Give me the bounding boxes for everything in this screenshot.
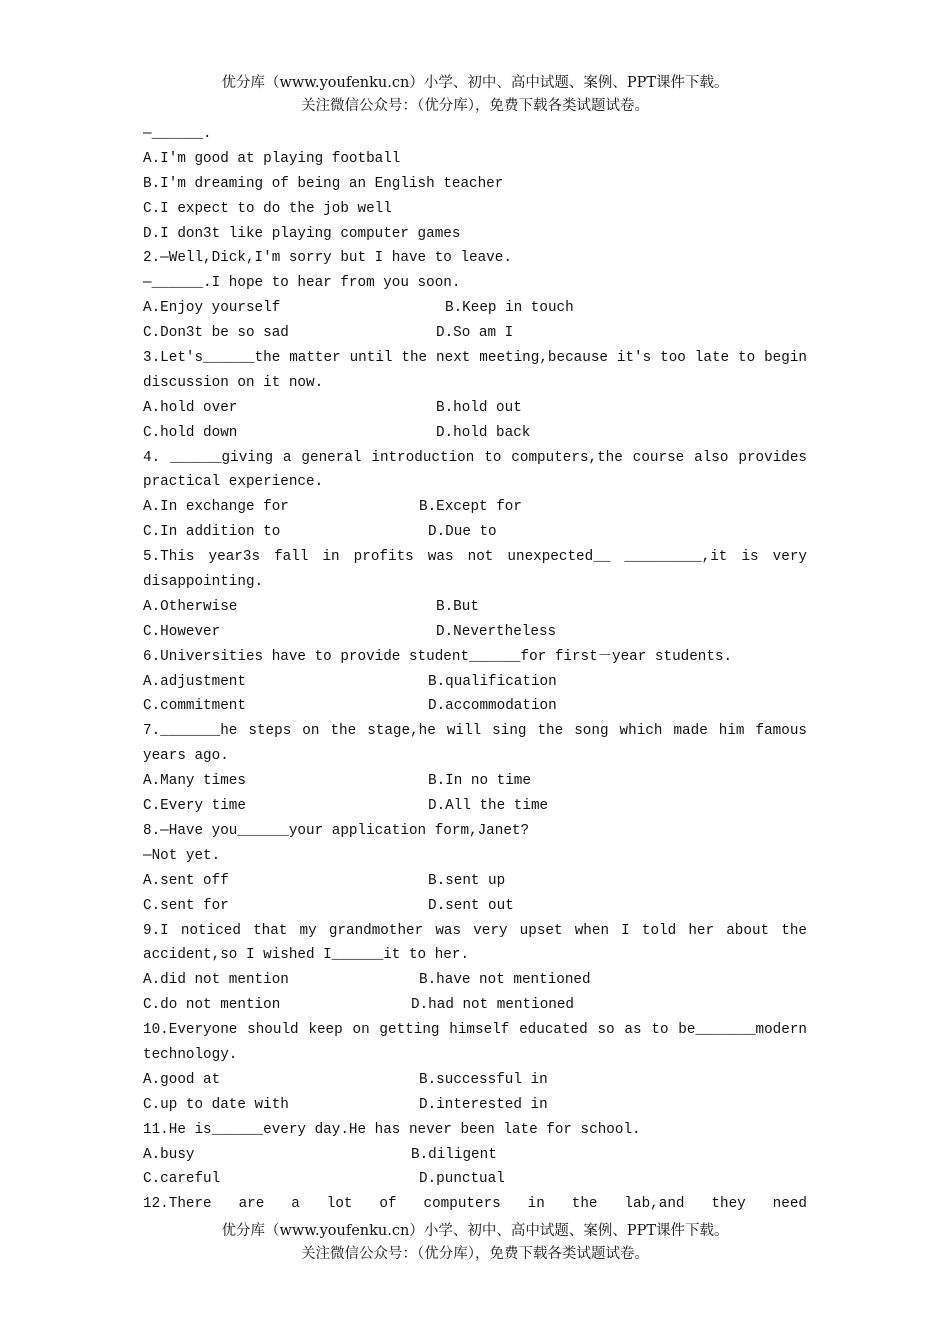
text-line: discussion on it now. [143, 374, 324, 391]
text-line: B.I'm dreaming of being an English teacher [143, 175, 504, 192]
text-line: —______. [143, 126, 212, 142]
option-left: C.hold down [143, 424, 238, 441]
text-line: C.I expect to do the job well [143, 200, 392, 217]
text-line: disappointing. [143, 574, 264, 591]
option-row [143, 794, 807, 819]
question-content [143, 122, 807, 1217]
text-line: practical experience. [143, 474, 324, 491]
option-right: D.hold back [436, 424, 531, 441]
option-row [143, 968, 807, 993]
option-right: B.sent up [428, 872, 506, 889]
option-row [143, 421, 807, 446]
text-line: 3.Let's______the matter until the next meeting,because it's too late to begin [143, 350, 807, 367]
option-right: B.Keep in touch [445, 300, 574, 317]
text-line: A.I'm good at playing football [143, 150, 401, 167]
header-line-2: 关注微信公众号：（优分库），免费下载各类试题试卷。 [301, 98, 649, 114]
text-line: 12.There are a lot of computers in the lab,and they need [143, 1196, 807, 1213]
option-row [143, 894, 807, 919]
option-left: C.careful [143, 1171, 221, 1188]
text-line: 7._______he steps on the stage,he will sing the song which made him famous [143, 723, 807, 740]
text-line: years ago. [143, 748, 229, 765]
option-row [143, 993, 807, 1018]
footer-line-2: 关注微信公众号：（优分库），免费下载各类试题试卷。 [301, 1246, 649, 1262]
text-line: 10.Everyone should keep on getting himself educated so as to be_______modern [143, 1022, 807, 1039]
option-right: B.successful in [419, 1071, 548, 1088]
option-right: B.But [436, 598, 479, 615]
option-right: D.punctual [419, 1171, 505, 1188]
header-line-1: 优分库（www.youfenku.cn）小学、初中、高中试题、案例、PPT课件下载。 [221, 75, 729, 91]
option-left: C.sent for [143, 897, 229, 914]
page-header [0, 72, 950, 118]
option-left: C.Don3t be so sad [143, 325, 289, 342]
option-row [143, 296, 807, 321]
option-right: D.So am I [436, 325, 514, 342]
option-row [143, 595, 807, 620]
option-left: A.Otherwise [143, 598, 238, 615]
text-line: 2.—Well,Dick,I'm sorry but I have to leave. [143, 250, 512, 267]
text-line: 9.I noticed that my grandmother was very upset when I told her about the [143, 922, 807, 939]
option-row [143, 694, 807, 719]
text-line: —______.I hope to hear from you soon. [143, 275, 461, 292]
option-left: C.In addition to [143, 524, 281, 541]
option-row [143, 620, 807, 645]
option-left: C.commitment [143, 698, 246, 715]
option-right: B.In no time [428, 773, 531, 790]
option-row [143, 869, 807, 894]
option-right: D.Nevertheless [436, 623, 557, 640]
option-right: B.Except for [419, 499, 522, 516]
option-left: A.adjustment [143, 673, 246, 690]
text-line: D.I don3t like playing computer games [143, 225, 461, 242]
option-right: D.accommodation [428, 698, 557, 715]
option-right: D.Due to [428, 524, 497, 541]
option-right: D.sent out [428, 897, 514, 914]
option-row [143, 396, 807, 421]
option-row [143, 321, 807, 346]
option-right: D.had not mentioned [411, 997, 575, 1014]
option-left: A.busy [143, 1146, 195, 1163]
option-row [143, 1093, 807, 1118]
text-line: —Not yet. [143, 847, 221, 864]
option-left: A.good at [143, 1071, 221, 1088]
text-line: 5.This year3s fall in profits was not unexpected__ _________,it is very [143, 549, 807, 566]
option-row [143, 520, 807, 545]
option-left: C.do not mention [143, 997, 281, 1014]
option-left: A.In exchange for [143, 499, 289, 516]
option-row [143, 1143, 807, 1168]
option-row [143, 1167, 807, 1192]
option-left: A.did not mention [143, 972, 289, 989]
text-line: 8.—Have you______your application form,Janet? [143, 822, 530, 839]
option-left: A.hold over [143, 399, 238, 416]
option-left: C.Every time [143, 798, 246, 815]
footer-line-1: 优分库（www.youfenku.cn）小学、初中、高中试题、案例、PPT课件下载。 [221, 1223, 729, 1239]
option-right: B.have not mentioned [419, 972, 591, 989]
option-right: D.All the time [428, 798, 549, 815]
text-line: technology. [143, 1046, 238, 1063]
text-line: accident,so I wished I______it to her. [143, 947, 470, 964]
option-right: B.qualification [428, 673, 557, 690]
option-left: C.However [143, 623, 221, 640]
option-row [143, 670, 807, 695]
option-right: D.interested in [419, 1096, 548, 1113]
option-right: B.hold out [436, 399, 522, 416]
text-line: 11.He is______every day.He has never been late for school. [143, 1121, 641, 1138]
page-footer [0, 1220, 950, 1266]
option-row [143, 769, 807, 794]
text-line: 6.Universities have to provide student______for first－year students. [143, 648, 733, 665]
option-row [143, 495, 807, 520]
option-right: B.diligent [411, 1146, 497, 1163]
option-left: A.Enjoy yourself [143, 300, 281, 317]
text-line: 4. ______giving a general introduction to computers,the course also provides [143, 449, 807, 466]
option-row [143, 1068, 807, 1093]
option-left: A.sent off [143, 872, 229, 889]
option-left: C.up to date with [143, 1096, 289, 1113]
option-left: A.Many times [143, 773, 246, 790]
